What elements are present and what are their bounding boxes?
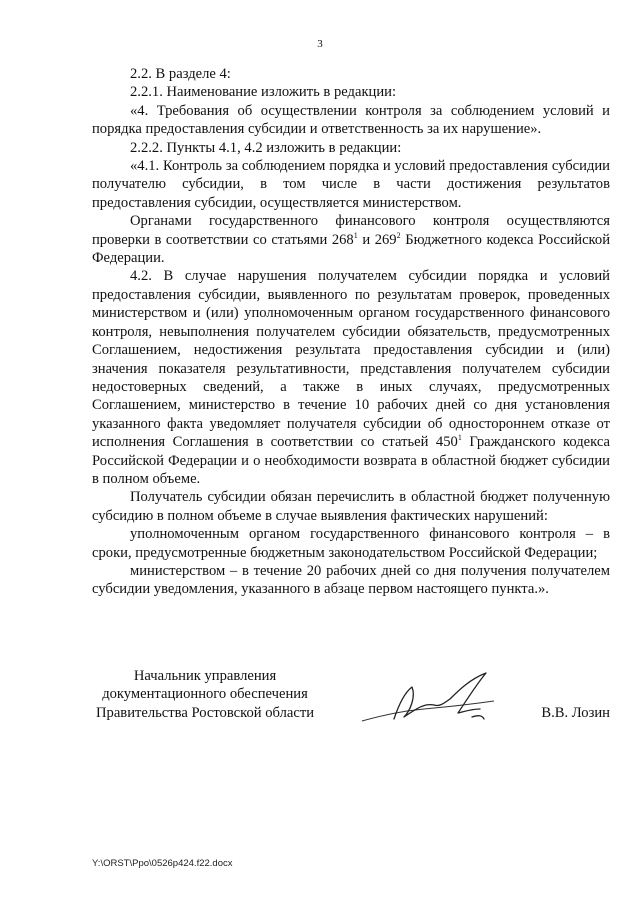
text-segment: Органами государственного финансового контроля осуществляются проверки в соответствии со статьями 268 [92, 213, 610, 248]
page-number: 3 [317, 38, 323, 50]
paragraph-section-4-heading: 2.2. В разделе 4: [130, 66, 231, 82]
superscript: 1 [353, 230, 358, 240]
handwritten-signature [354, 667, 504, 729]
superscript: 2 [396, 230, 401, 240]
superscript: 1 [457, 433, 462, 443]
paragraph-new-title-quote: «4. Требования об осуществлении контроля за соблюдением условий и порядка предоставления субсидии и ответственность за их нарушение». [92, 102, 610, 138]
signer-position [92, 667, 318, 722]
signer-name: В.В. Лозин [541, 705, 610, 721]
signer-position-line: Правительства Ростовской области [95, 704, 315, 721]
document-body [92, 65, 610, 599]
paragraph-2-2-2: 2.2.2. Пункты 4.1, 4.2 изложить в редакции: [130, 139, 402, 156]
paragraph-control-authority-terms: уполномоченным органом государственного финансового контроля – в сроки, предусмотренные бюджетным законодательством Российской Федерации; [92, 526, 610, 561]
text-segment: 4.2. В случае нарушения получателем субсидии порядка и условий предоставления субсидии, выявленного по результатам проверок, проведенных министерством и (или) уполномоченным органом государственного финансового контроля, невыполнения получателем субсидии обязательств, предусмотренных Соглашением, недостижения результата предоставления субсидии и (или) значения показателя результативности, представления получателем субсидии недостоверных сведений, а также в иных случаях, предусмотренных Соглашением, министерство в течение 10 рабочих дней со дня установления указанного факта уведомляет получателя субсидии об одностороннем отказе от исполнения Соглашения в соответствии со статьей 450 [92, 268, 610, 451]
paragraph-ministry-terms: министерством – в течение 20 рабочих дней со дня получения получателем субсидии уведомления, указанного в абзаце первом настоящего пункта.». [92, 562, 610, 598]
signer-position-line: Начальник управления [133, 668, 277, 684]
paragraph-2-2-1: 2.2.1. Наименование изложить в редакции: [130, 84, 397, 101]
text-segment: Бюджетного кодекса Российской Федерации. [92, 231, 610, 267]
signer-position-line: документационного обеспечения [102, 686, 308, 703]
paragraph-control-bodies [92, 212, 610, 267]
paragraph-4-2 [92, 267, 610, 488]
text-segment: Гражданского кодекса Российской Федерации и о необходимости возврата в областной бюджет субсидии в полном объеме. [92, 434, 610, 487]
text-segment: и 269 [357, 231, 397, 248]
file-path: Y:\ORST\Ppo\0526p424.f22.docx [92, 858, 233, 869]
signature-block [92, 667, 610, 737]
paragraph-4-1: «4.1. Контроль за соблюдением порядка и условий предоставления субсидии получателю субсидии, в том числе в части достижения результатов предоставления субсидии, осуществляется министерством. [92, 158, 610, 211]
paragraph-recipient-obligation: Получатель субсидии обязан перечислить в областной бюджет полученную субсидию в полном объеме в случае выявления фактических нарушений: [92, 489, 610, 524]
